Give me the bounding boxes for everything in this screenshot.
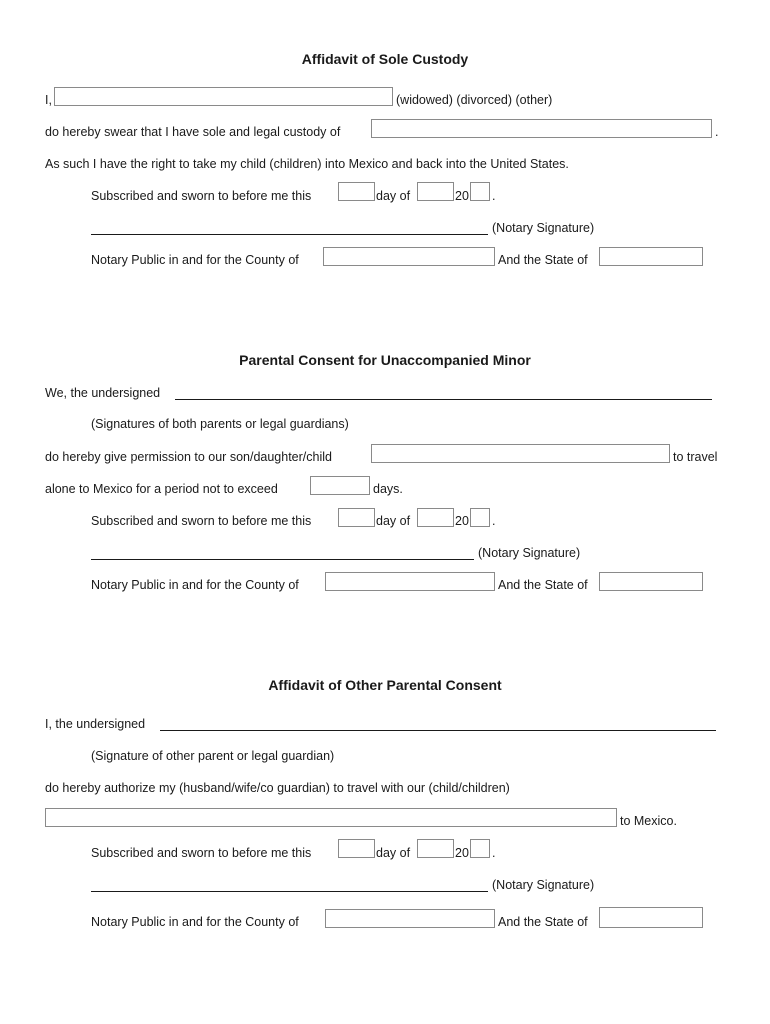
s2-sworn-year-label: 20	[455, 514, 469, 528]
s2-line1-prefix: We, the undersigned	[45, 386, 161, 400]
s2-sworn-prefix: Subscribed and sworn to before me this	[91, 514, 312, 528]
s3-notary-state-field[interactable]	[599, 907, 703, 928]
s1-sworn-month-field[interactable]	[417, 182, 454, 201]
s2-notary-signature-line[interactable]	[91, 559, 474, 560]
s1-notary-signature-line[interactable]	[91, 234, 488, 235]
s3-notary-signature-line[interactable]	[91, 891, 488, 892]
s2-sworn-year-field[interactable]	[470, 508, 490, 527]
s3-sworn-day-field[interactable]	[338, 839, 375, 858]
s1-custody-field[interactable]	[371, 119, 712, 138]
s2-line4-suffix: days.	[373, 482, 403, 496]
s1-sworn-year-label: 20	[455, 189, 469, 203]
s3-line2: (Signature of other parent or legal guardian)	[91, 749, 335, 763]
s2-line2: (Signatures of both parents or legal guardians)	[91, 417, 349, 431]
s1-sworn-year-field[interactable]	[470, 182, 490, 201]
s2-notary-state-field[interactable]	[599, 572, 703, 591]
s1-sworn-day-label: day of	[376, 189, 411, 203]
section-1-title: Affidavit of Sole Custody	[301, 51, 469, 67]
s3-sworn-day-label: day of	[376, 846, 411, 860]
section-3-title: Affidavit of Other Parental Consent	[268, 677, 502, 693]
s2-notary-county-label: Notary Public in and for the County of	[91, 578, 299, 592]
s1-notary-county-label: Notary Public in and for the County of	[91, 253, 299, 267]
s3-sworn-month-field[interactable]	[417, 839, 454, 858]
s2-line3-suffix: to travel	[673, 450, 718, 464]
s2-child-name-field[interactable]	[371, 444, 670, 463]
s1-line1-suffix: (widowed) (divorced) (other)	[396, 93, 553, 107]
s2-sworn-day-field[interactable]	[338, 508, 375, 527]
s2-parents-signature-line[interactable]	[175, 399, 712, 400]
s3-line3: do hereby authorize my (husband/wife/co guardian) to travel with our (child/children)	[45, 781, 510, 795]
s1-sworn-prefix: Subscribed and sworn to before me this	[91, 189, 312, 203]
s1-notary-state-field[interactable]	[599, 247, 703, 266]
s1-notary-state-label: And the State of	[498, 253, 588, 267]
s2-notary-signature-label: (Notary Signature)	[478, 546, 581, 560]
s3-sworn-year-field[interactable]	[470, 839, 490, 858]
s1-sworn-end: .	[492, 189, 496, 203]
s3-notary-state-label: And the State of	[498, 915, 588, 929]
s3-children-names-field[interactable]	[45, 808, 617, 827]
s3-notary-signature-label: (Notary Signature)	[492, 878, 595, 892]
section-2-title: Parental Consent for Unaccompanied Minor	[239, 352, 531, 368]
s1-line3: As such I have the right to take my child (children) into Mexico and back into the United States.	[45, 157, 569, 171]
s3-line4-suffix: to Mexico.	[620, 814, 677, 828]
s2-notary-state-label: And the State of	[498, 578, 588, 592]
s2-sworn-month-field[interactable]	[417, 508, 454, 527]
s1-name-field[interactable]	[54, 87, 393, 106]
s1-line2-suffix: .	[715, 125, 719, 139]
s3-other-parent-signature-line[interactable]	[160, 730, 716, 731]
s2-days-field[interactable]	[310, 476, 370, 495]
s1-sworn-day-field[interactable]	[338, 182, 375, 201]
s3-sworn-prefix: Subscribed and sworn to before me this	[91, 846, 312, 860]
s2-line3-prefix: do hereby give permission to our son/daughter/child	[45, 450, 332, 464]
s1-line1-prefix: I,	[45, 93, 52, 107]
s3-sworn-year-label: 20	[455, 846, 469, 860]
s1-notary-county-field[interactable]	[323, 247, 495, 266]
s1-line2-prefix: do hereby swear that I have sole and legal custody of	[45, 125, 341, 139]
s3-sworn-end: .	[492, 846, 496, 860]
s2-sworn-end: .	[492, 514, 496, 528]
s2-sworn-day-label: day of	[376, 514, 411, 528]
s3-notary-county-label: Notary Public in and for the County of	[91, 915, 299, 929]
s2-notary-county-field[interactable]	[325, 572, 495, 591]
s1-notary-signature-label: (Notary Signature)	[492, 221, 595, 235]
s3-line1-prefix: I, the undersigned	[45, 717, 146, 731]
s3-notary-county-field[interactable]	[325, 909, 495, 928]
s2-line4-prefix: alone to Mexico for a period not to exceed	[45, 482, 278, 496]
